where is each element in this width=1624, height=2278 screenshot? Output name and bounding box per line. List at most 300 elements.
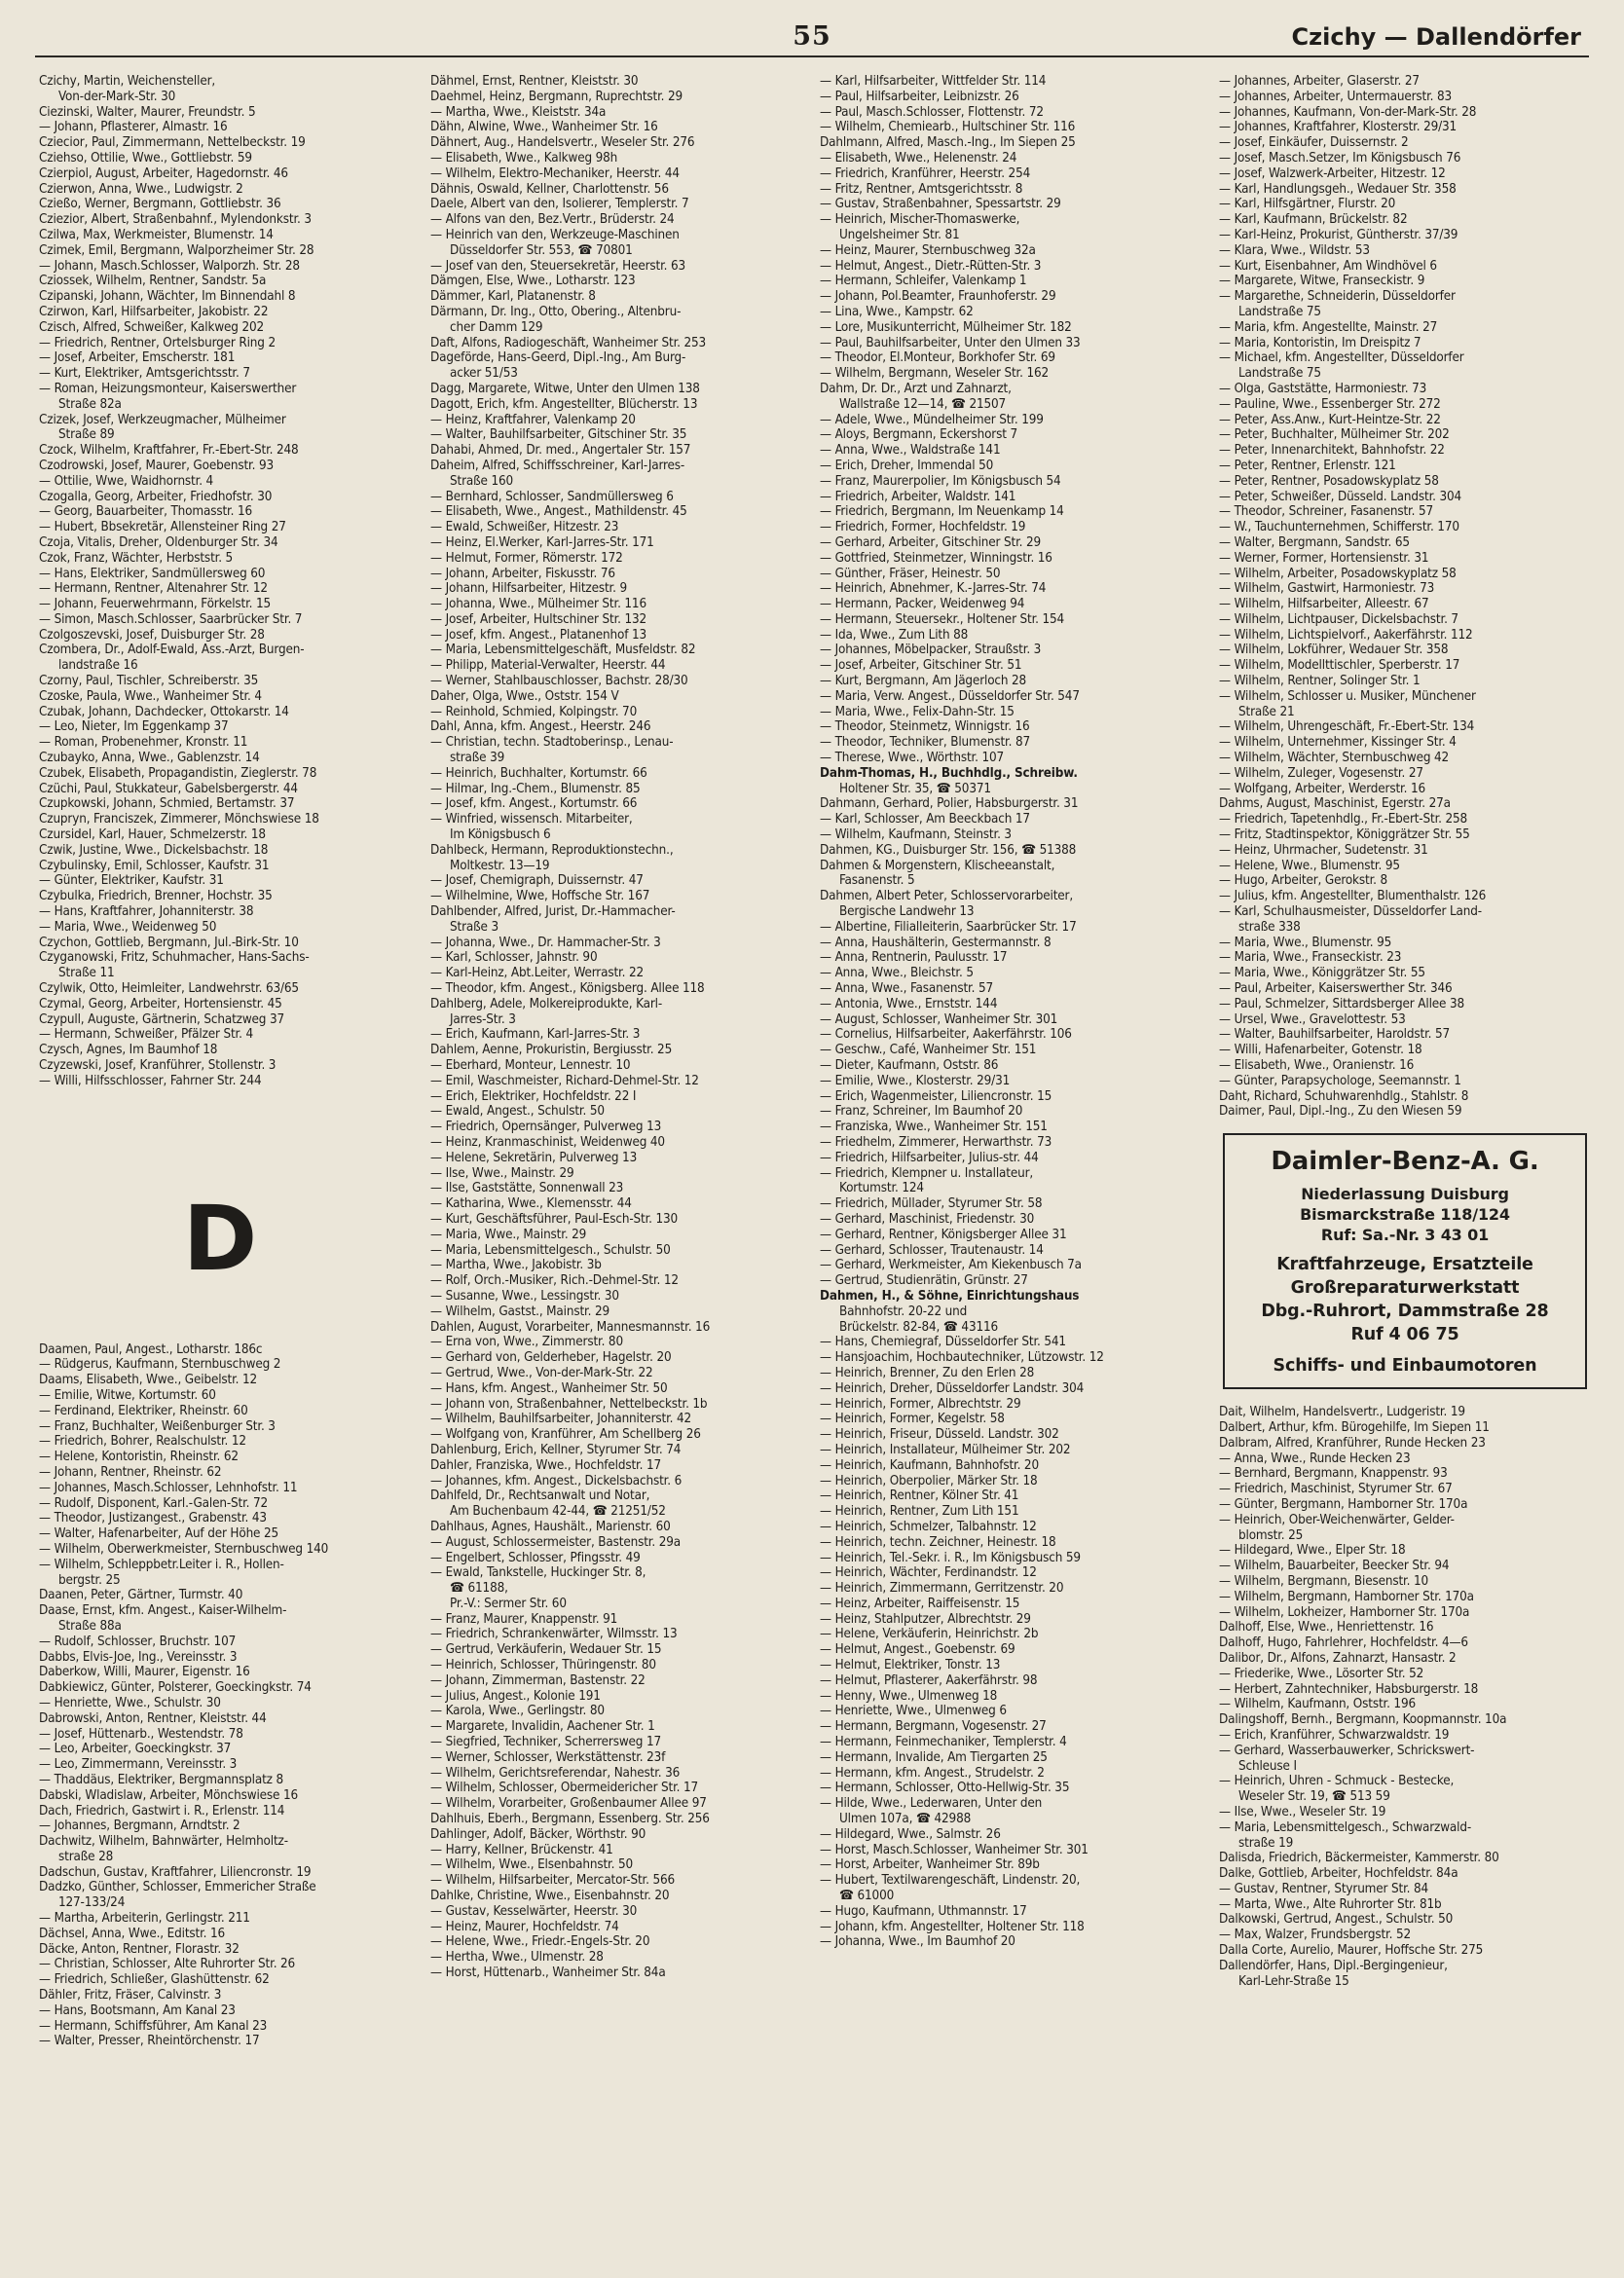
directory-entry: — Wilhelmine, Wwe, Hoffsche Str. 167 (430, 889, 650, 904)
directory-entry: — Wilhelm, Lokheizer, Hamborner Str. 170a (1219, 1604, 1470, 1620)
directory-entry: Czubek, Elisabeth, Propagandistin, Zieglerstr. 78 (39, 765, 317, 781)
directory-entry: — Rüdgerus, Kaufmann, Sternbuschweg 2 (39, 1357, 281, 1373)
directory-entry: — Willi, Hilfsschlosser, Fahrner Str. 244 (39, 1073, 262, 1088)
directory-entry: — Helene, Sekretärin, Pulverweg 13 (430, 1150, 638, 1165)
directory-entry: Dachwitz, Wilhelm, Bahnwärter, Helmholtz- (39, 1834, 288, 1850)
directory-entry: Czybulka, Friedrich, Brenner, Hochstr. 35 (39, 889, 273, 904)
directory-entry: — Theodor, Techniker, Blumenstr. 87 (820, 735, 1031, 751)
directory-entry: Dahlberg, Adele, Molkereiprodukte, Karl- (430, 996, 663, 1011)
directory-entry-continuation: Schleuse I (1238, 1758, 1297, 1774)
directory-entry: — Wolfgang von, Kranführer, Am Schellberg 26 (430, 1427, 701, 1443)
column-3 (820, 74, 1198, 1950)
directory-entry: — Wilhelm, Bergmann, Weseler Str. 162 (820, 366, 1050, 382)
directory-entry: — Maria, kfm. Angestellte, Mainstr. 27 (1219, 319, 1438, 335)
directory-entry: — Ursel, Wwe., Gravelottestr. 53 (1219, 1011, 1406, 1027)
directory-entry-continuation: straße 39 (450, 751, 505, 766)
directory-entry: — Wilhelm, Rentner, Solinger Str. 1 (1219, 674, 1421, 689)
directory-entry: Czimek, Emil, Bergmann, Walporzheimer Str. 28 (39, 242, 314, 258)
directory-entry: — Rudolf, Schlosser, Bruchstr. 107 (39, 1634, 237, 1649)
directory-entry: — Johannes, Arbeiter, Untermauerstr. 83 (1219, 89, 1453, 104)
directory-entry: Czylwik, Otto, Heimleiter, Landwehrstr. 63/65 (39, 981, 299, 997)
directory-entry: — Kurt, Bergmann, Am Jägerloch 28 (820, 674, 1027, 689)
directory-entry: — Erich, Dreher, Immendal 50 (820, 458, 994, 473)
directory-entry: Dahlem, Aenne, Prokuristin, Bergiusstr. 25 (430, 1043, 673, 1058)
directory-entry: — Johannes, Bergmann, Arndtstr. 2 (39, 1819, 240, 1834)
directory-entry: Czirwon, Karl, Hilfsarbeiter, Jakobistr. 22 (39, 304, 269, 319)
directory-entry: — Franziska, Wwe., Wanheimer Str. 151 (820, 1120, 1048, 1135)
directory-entry: Czupryn, Franciszek, Zimmerer, Mönchswiese 18 (39, 812, 319, 827)
directory-entry: — Friedrich, Schrankenwärter, Wilmsstr. 13 (430, 1627, 678, 1642)
directory-entry: Dalhoff, Hugo, Fahrlehrer, Hochfeldstr. 4—6 (1219, 1635, 1468, 1651)
directory-entry: — Anna, Wwe., Fasanenstr. 57 (820, 981, 993, 997)
directory-entry: — Elisabeth, Wwe., Angest., Mathildenstr. 45 (430, 504, 687, 520)
directory-entry: — Peter, Innenarchitekt, Bahnhofstr. 22 (1219, 443, 1445, 459)
directory-entry: — Maria, Wwe., Mainstr. 29 (430, 1227, 587, 1242)
directory-entry: — Reinhold, Schmied, Kolpingstr. 70 (430, 704, 638, 719)
directory-entry: — Johannes, Möbelpacker, Straußstr. 3 (820, 643, 1042, 658)
directory-entry: — Margarete, Witwe, Franseckistr. 9 (1219, 274, 1425, 289)
directory-entry: — Werner, Schlosser, Werkstättenstr. 23f (430, 1749, 666, 1765)
directory-entry: — Leo, Zimmermann, Vereinsstr. 3 (39, 1757, 238, 1773)
directory-entry: — Thaddäus, Elektriker, Bergmannsplatz 8 (39, 1772, 283, 1787)
directory-entry: Daimer, Paul, Dipl.-Ing., Zu den Wiesen 59 (1219, 1104, 1462, 1120)
directory-entry: — Hermann, Schlosser, Otto-Hellwig-Str. 35 (820, 1781, 1070, 1796)
directory-entry: — Maria, Wwe., Felix-Dahn-Str. 15 (820, 704, 1015, 719)
directory-entry: — Marta, Wwe., Alte Ruhrorter Str. 81b (1219, 1896, 1442, 1912)
directory-entry: — Horst, Hüttenarb., Wanheimer Str. 84a (430, 1966, 666, 1981)
advertisement-line: Schiffs- und Einbaumotoren (1273, 1356, 1537, 1377)
advertisement-line: Kraftfahrzeuge, Ersatzteile (1276, 1255, 1533, 1275)
directory-entry-continuation: Brückelstr. 82-84, ☎ 43116 (839, 1319, 998, 1335)
page-header (35, 21, 1589, 60)
directory-entry: — Heinz, Kraftfahrer, Valenkamp 20 (430, 412, 636, 427)
directory-entry: Dalbram, Alfred, Kranführer, Runde Hecken 23 (1219, 1435, 1486, 1451)
directory-entry: — Dieter, Kaufmann, Oststr. 86 (820, 1058, 999, 1073)
directory-entry-continuation: Straße 21 (1238, 704, 1295, 719)
directory-entry: Dagott, Erich, kfm. Angestellter, Blücherstr. 13 (430, 396, 698, 412)
directory-entry: — Wilhelm, Elektro-Mechaniker, Heerstr. 44 (430, 165, 680, 181)
directory-entry: — Günter, Bergmann, Hamborner Str. 170a (1219, 1496, 1468, 1512)
directory-entry: — Elisabeth, Wwe., Helenenstr. 24 (820, 150, 1017, 165)
directory-entry: — Johannes, Masch.Schlosser, Lehnhofstr. 11 (39, 1480, 298, 1495)
directory-entry: — Heinrich, Uhren - Schmuck - Bestecke, (1219, 1774, 1455, 1789)
directory-entry: — Roman, Heizungsmonteur, Kaiserswerther (39, 381, 297, 396)
directory-entry: — Johann von, Straßenbahner, Nettelbeckstr. 1b (430, 1396, 708, 1412)
directory-entry: — Julius, Angest., Kolonie 191 (430, 1688, 601, 1704)
directory-entry: Czupkowski, Johann, Schmied, Bertamstr. 37 (39, 796, 295, 812)
directory-entry: — Ewald, Schweißer, Hitzestr. 23 (430, 520, 619, 535)
directory-entry-continuation: Wallstraße 12—14, ☎ 21507 (839, 396, 1007, 412)
directory-entry: — Helene, Kontoristin, Rheinstr. 62 (39, 1450, 239, 1465)
directory-entry: — Maria, Verw. Angest., Düsseldorfer Str. 547 (820, 688, 1080, 704)
directory-entry: — Gerhard, Werkmeister, Am Kiekenbusch 7a (820, 1258, 1082, 1273)
directory-entry: Dabrowski, Anton, Rentner, Kleiststr. 44 (39, 1710, 267, 1726)
directory-entry: — Paul, Hilfsarbeiter, Leibnizstr. 26 (820, 89, 1019, 104)
directory-entry: — Wilhelm, Hilfsarbeiter, Alleestr. 67 (1219, 597, 1429, 612)
directory-entry: Czoja, Vitalis, Dreher, Oldenburger Str. 34 (39, 534, 278, 550)
advertisement-line: Großreparaturwerkstatt (1290, 1278, 1520, 1299)
directory-entry: — Johanna, Wwe., Dr. Hammacher-Str. 3 (430, 935, 661, 950)
directory-entry: — Henriette, Wwe., Schulstr. 30 (39, 1695, 221, 1710)
directory-entry-continuation: Straße 11 (58, 966, 115, 981)
directory-entry: — Leo, Nieter, Im Eggenkamp 37 (39, 719, 229, 735)
directory-entry: — Hans, Elektriker, Sandmüllersweg 60 (39, 566, 266, 581)
directory-entry: — Karl, Schlosser, Jahnstr. 90 (430, 950, 598, 966)
directory-entry: — Wilhelm, Lichtspielvorf., Aakerfährstr. 112 (1219, 627, 1473, 643)
directory-entry: — Ilse, Gaststätte, Sonnenwall 23 (430, 1181, 624, 1196)
directory-entry: Dahmen, KG., Duisburger Str. 156, ☎ 51388 (820, 842, 1077, 858)
directory-entry: Dahlmann, Alfred, Masch.-Ing., Im Siepen 25 (820, 135, 1076, 151)
directory-entry: — Heinz, Arbeiter, Raiffeisenstr. 15 (820, 1596, 1020, 1611)
directory-entry: — Friedhelm, Zimmerer, Herwarthstr. 73 (820, 1134, 1052, 1150)
directory-entry: — Heinrich, Former, Kegelstr. 58 (820, 1412, 1005, 1427)
directory-entry-continuation: Ulmen 107a, ☎ 42988 (839, 1812, 972, 1827)
directory-entry: — Erich, Kranführer, Schwarzwaldstr. 19 (1219, 1727, 1450, 1743)
advertisement-line: Ruf 4 06 75 (1350, 1325, 1459, 1345)
directory-entry: Dahlfeld, Dr., Rechtsanwalt und Notar, (430, 1488, 650, 1504)
directory-entry: — Werner, Former, Hortensienstr. 31 (1219, 550, 1429, 566)
directory-entry: — Emilie, Witwe, Kortumstr. 60 (39, 1387, 216, 1403)
directory-entry: — Günter, Elektriker, Kaufstr. 31 (39, 873, 224, 889)
directory-entry-continuation: Straße 88a (58, 1618, 122, 1634)
directory-entry: Czogalla, Georg, Arbeiter, Friedhofstr. 30 (39, 489, 273, 504)
directory-entry: Czybulinsky, Emil, Schlosser, Kaufstr. 31 (39, 858, 270, 873)
directory-entry: — Josef van den, Steuersekretär, Heerstr. 63 (430, 258, 686, 274)
directory-entry: — Friedrich, Schließer, Glashüttenstr. 62 (39, 1972, 270, 1988)
directory-entry: — Eberhard, Monteur, Lennestr. 10 (430, 1058, 631, 1073)
directory-entry: — Wilhelm, Lichtpauser, Dickelsbachstr. 7 (1219, 611, 1458, 627)
directory-entry: — Walter, Bauhilfsarbeiter, Haroldstr. 57 (1219, 1027, 1451, 1043)
directory-entry: — Karl, Schulhausmeister, Düsseldorfer Land- (1219, 904, 1482, 920)
directory-entry: — Gertrud, Verkäuferin, Wedauer Str. 15 (430, 1642, 662, 1658)
directory-entry: Dadschun, Gustav, Kraftfahrer, Liliencronstr. 19 (39, 1864, 312, 1880)
directory-entry: — Heinrich, Installateur, Mülheimer Str. 202 (820, 1442, 1071, 1457)
directory-entry: Dalla Corte, Aurelio, Maurer, Hoffsche Str. 275 (1219, 1943, 1484, 1959)
directory-entry: — Adele, Wwe., Mündelheimer Str. 199 (820, 412, 1044, 427)
directory-entry: Czolgoszevski, Josef, Duisburger Str. 28 (39, 627, 265, 643)
directory-entry: — Friedrich, Tapetenhdlg., Fr.-Ebert-Str. 258 (1219, 812, 1468, 827)
directory-entry: Cziecior, Paul, Zimmermann, Nettelbeckstr. 19 (39, 135, 306, 151)
directory-entry: Därmann, Dr. Ing., Otto, Obering., Altenbru- (430, 304, 682, 319)
directory-entry: — Henny, Wwe., Ulmenweg 18 (820, 1688, 998, 1704)
directory-entry: — Hermann, kfm. Angest., Strudelstr. 2 (820, 1765, 1045, 1781)
directory-entry: — Anna, Wwe., Bleichstr. 5 (820, 966, 974, 981)
directory-entry-continuation: 127-133/24 (58, 1895, 126, 1911)
directory-entry-continuation: bergstr. 25 (58, 1572, 121, 1588)
directory-entry: — Herbert, Zahntechniker, Habsburgerstr. 18 (1219, 1681, 1479, 1697)
directory-entry: — Simon, Masch.Schlosser, Saarbrücker Str. 7 (39, 611, 303, 627)
directory-entry-continuation: Moltkestr. 13—19 (450, 858, 550, 873)
directory-entry: — Geschw., Café, Wanheimer Str. 151 (820, 1043, 1037, 1058)
directory-entry: Cziehso, Ottilie, Wwe., Gottliebstr. 59 (39, 150, 252, 165)
directory-entry: — Gerhard, Rentner, Königsberger Allee 31 (820, 1227, 1067, 1242)
directory-entry: — Helmut, Angest., Dietr.-Rütten-Str. 3 (820, 258, 1042, 274)
directory-entry: — Friedrich, Bohrer, Realschulstr. 12 (39, 1434, 246, 1450)
directory-entry: — Wilhelm, Zuleger, Vogesenstr. 27 (1219, 765, 1423, 781)
directory-entry: Dämmer, Karl, Platanenstr. 8 (430, 289, 596, 305)
directory-entry: — Hermann, Bergmann, Vogesenstr. 27 (820, 1719, 1047, 1735)
directory-entry: — Willi, Hafenarbeiter, Gotenstr. 18 (1219, 1043, 1422, 1058)
directory-entry: — Georg, Bauarbeiter, Thomasstr. 16 (39, 504, 252, 520)
directory-entry: — Heinrich, Oberpolier, Märker Str. 18 (820, 1473, 1038, 1488)
directory-entry-continuation: Weseler Str. 19, ☎ 513 59 (1238, 1789, 1390, 1805)
directory-entry: — Josef, Einkäufer, Duissernstr. 2 (1219, 135, 1409, 151)
directory-entry: — Heinrich, Former, Albrechtstr. 29 (820, 1396, 1021, 1412)
directory-entry: — Therese, Wwe., Wörthstr. 107 (820, 751, 1005, 766)
advertisement-line: Niederlassung Duisburg (1301, 1185, 1509, 1204)
directory-entry: Dahler, Franziska, Wwe., Hochfeldstr. 17 (430, 1457, 661, 1473)
directory-entry: — Hermann, Schiffsführer, Am Kanal 23 (39, 2018, 268, 2034)
directory-entry: — Johannes, Kaufmann, Von-der-Mark-Str. 28 (1219, 104, 1477, 120)
directory-entry: Däcke, Anton, Rentner, Florastr. 32 (39, 1941, 240, 1957)
directory-entry: Dalke, Gottlieb, Arbeiter, Hochfeldstr. 84a (1219, 1866, 1458, 1882)
advertisement-box (1223, 1133, 1587, 1389)
section-letter: D (182, 1186, 258, 1291)
directory-entry: — Johann, Hilfsarbeiter, Hitzestr. 9 (430, 581, 627, 597)
directory-entry: — Wilhelm, Kaufmann, Steinstr. 3 (820, 827, 1012, 843)
directory-entry: — Paul, Arbeiter, Kaiserswerther Str. 346 (1219, 981, 1453, 997)
directory-entry: — Wilhelm, Oberwerkmeister, Sternbuschweg 140 (39, 1541, 329, 1557)
directory-entry: — Heinrich, Dreher, Düsseldorfer Landstr. 304 (820, 1380, 1085, 1396)
directory-entry: Dabkiewicz, Günter, Polsterer, Goeckingkstr. 74 (39, 1680, 312, 1696)
directory-entry: Dahms, August, Maschinist, Egerstr. 27a (1219, 796, 1451, 812)
page-number: 55 (793, 21, 831, 52)
directory-entry: Czodrowski, Josef, Maurer, Goebenstr. 93 (39, 458, 274, 473)
directory-entry: — Heinrich, Schmelzer, Talbahnstr. 12 (820, 1519, 1037, 1534)
directory-entry: Czwik, Justine, Wwe., Dickelsbachstr. 18 (39, 842, 269, 858)
directory-entry: — Wilhelm, Wächter, Sternbuschweg 42 (1219, 751, 1450, 766)
directory-entry: — Heinrich, Rentner, Zum Lith 151 (820, 1504, 1019, 1520)
directory-entry: Dähnert, Aug., Handelsvertr., Weseler Str. 276 (430, 135, 695, 151)
directory-entry-continuation: Von-der-Mark-Str. 30 (58, 89, 176, 104)
directory-entry: — Josef, Masch.Setzer, Im Königsbusch 76 (1219, 150, 1461, 165)
directory-entry: — Josef, kfm. Angest., Kortumstr. 66 (430, 796, 638, 812)
directory-entry: — Paul, Bauhilfsarbeiter, Unter den Ulmen 33 (820, 335, 1081, 350)
directory-entry: — Heinz, Maurer, Sternbuschweg 32a (820, 242, 1036, 258)
directory-entry: — Johann, Pol.Beamter, Fraunhoferstr. 29 (820, 289, 1056, 305)
directory-entry: Czyganowski, Fritz, Schuhmacher, Hans-Sachs- (39, 950, 310, 966)
directory-entry: Dallendörfer, Hans, Dipl.-Bergingenieur, (1219, 1958, 1448, 1973)
directory-entry-continuation: Ungelsheimer Str. 81 (839, 227, 960, 242)
directory-entry: — Franz, Maurerpolier, Im Königsbusch 54 (820, 473, 1061, 489)
directory-entry: — Peter, Ass.Anw., Kurt-Heintze-Str. 22 (1219, 412, 1441, 427)
directory-entry: — Hilmar, Ing.-Chem., Blumenstr. 85 (430, 781, 641, 796)
directory-entry: Dabbs, Elvis-Joe, Ing., Vereinsstr. 3 (39, 1649, 238, 1665)
directory-entry: — Engelbert, Schlosser, Pfingsstr. 49 (430, 1550, 641, 1565)
directory-entry: — Elisabeth, Wwe., Kalkweg 98h (430, 150, 618, 165)
directory-entry: Daele, Albert van den, Isolierer, Templerstr. 7 (430, 197, 689, 212)
directory-entry-continuation: straße 19 (1238, 1835, 1294, 1851)
directory-entry: — Johann, Masch.Schlosser, Walporzh. Str. 28 (39, 258, 300, 274)
directory-entry: Dalisda, Friedrich, Bäckermeister, Kammerstr. 80 (1219, 1851, 1499, 1866)
directory-entry: — Kurt, Geschäftsführer, Paul-Esch-Str. 130 (430, 1211, 679, 1227)
directory-entry: — Erna von, Wwe., Zimmerstr. 80 (430, 1335, 623, 1350)
directory-entry: — Friederike, Wwe., Lösorter Str. 52 (1219, 1666, 1424, 1681)
directory-entry: Dalbert, Arthur, kfm. Bürogehilfe, Im Siepen 11 (1219, 1419, 1490, 1435)
directory-entry: — Susanne, Wwe., Lessingstr. 30 (430, 1288, 619, 1304)
directory-entry: — Johanna, Wwe., Im Baumhof 20 (820, 1934, 1015, 1950)
directory-entry: Cziossek, Wilhelm, Rentner, Sandstr. 5a (39, 274, 267, 289)
directory-entry: Czisch, Alfred, Schweißer, Kalkweg 202 (39, 319, 264, 335)
directory-entry: — Peter, Rentner, Posadowskyplatz 58 (1219, 473, 1439, 489)
directory-entry-continuation: Pr.-V.: Sermer Str. 60 (450, 1596, 567, 1611)
directory-entry: Dadzko, Günther, Schlosser, Emmericher Straße (39, 1880, 316, 1895)
directory-entry: — Heinz, Kranmaschinist, Weidenweg 40 (430, 1134, 665, 1150)
directory-entry: — Heinz, El.Werker, Karl-Jarres-Str. 171 (430, 534, 654, 550)
directory-entry: — Wilhelm, Modellttischler, Sperberstr. 17 (1219, 658, 1460, 674)
directory-entry: — Pauline, Wwe., Essenberger Str. 272 (1219, 396, 1441, 412)
directory-entry: — Johanna, Wwe., Mülheimer Str. 116 (430, 597, 646, 612)
directory-entry: — Josef, Arbeiter, Hultschiner Str. 132 (430, 611, 647, 627)
directory-entry: — Anna, Rentnerin, Paulusstr. 17 (820, 950, 1008, 966)
directory-entry: — Heinz, Stahlputzer, Albrechtstr. 29 (820, 1611, 1031, 1627)
directory-entry-continuation: Landstraße 75 (1238, 366, 1321, 382)
directory-entry-continuation: Straße 160 (450, 473, 514, 489)
directory-entry: Czok, Franz, Wächter, Herbststr. 5 (39, 550, 234, 566)
directory-entry: — Hildegard, Wwe., Salmstr. 26 (820, 1826, 1001, 1842)
directory-entry: Dämgen, Else, Wwe., Lotharstr. 123 (430, 274, 636, 289)
column-4 (1219, 74, 1589, 1989)
directory-entry: — Johann, Arbeiter, Fiskusstr. 76 (430, 566, 615, 581)
directory-entry-continuation: Karl-Lehr-Straße 15 (1238, 1973, 1349, 1989)
directory-entry: — Maria, Lebensmittelgesch., Schulstr. 50 (430, 1242, 671, 1258)
directory-entry: — Klara, Wwe., Wildstr. 53 (1219, 242, 1370, 258)
directory-entry: — Olga, Gaststätte, Harmoniestr. 73 (1219, 381, 1427, 396)
directory-entry: — Josef, Walzwerk-Arbeiter, Hitzestr. 12 (1219, 165, 1446, 181)
directory-entry: — Wilhelm, Schleppbetr.Leiter i. R., Hollen- (39, 1557, 284, 1572)
directory-entry: — Anna, Wwe., Waldstraße 141 (820, 443, 1001, 459)
directory-entry: Dahlbender, Alfred, Jurist, Dr.-Hammacher- (430, 904, 676, 920)
directory-entry: — Heinrich, Zimmermann, Gerritzenstr. 20 (820, 1581, 1064, 1597)
directory-entry: Czock, Wilhelm, Kraftfahrer, Fr.-Ebert-Str. 248 (39, 443, 299, 459)
directory-entry: — Heinrich van den, Werkzeuge-Maschinen (430, 227, 680, 242)
directory-entry: — Anna, Wwe., Runde Hecken 23 (1219, 1451, 1411, 1466)
directory-entry: — Friedrich, Former, Hochfeldstr. 19 (820, 520, 1026, 535)
directory-entry: — Albertine, Filialleiterin, Saarbrücker Str. 17 (820, 919, 1077, 935)
directory-entry: Dagg, Margarete, Witwe, Unter den Ulmen 138 (430, 381, 700, 396)
directory-entry: — Ilse, Wwe., Mainstr. 29 (430, 1165, 574, 1181)
directory-entry: — Heinrich, Tel.-Sekr. i. R., Im Königsbusch 59 (820, 1550, 1081, 1565)
directory-entry: — Gerhard von, Gelderheber, Hagelstr. 20 (430, 1350, 672, 1366)
directory-entry: — Wilhelm, Bauhilfsarbeiter, Johanniterstr. 42 (430, 1412, 692, 1427)
directory-entry: Dalingshoff, Bernh., Bergmann, Koopmannstr. 10a (1219, 1712, 1507, 1728)
directory-entry: — Wilhelm, Gastst., Mainstr. 29 (430, 1304, 609, 1319)
directory-entry: — Martha, Arbeiterin, Gerlingstr. 211 (39, 1911, 250, 1927)
directory-entry: — Günter, Parapsychologe, Seemannstr. 1 (1219, 1073, 1461, 1088)
directory-entry-continuation: straße 28 (58, 1849, 114, 1864)
directory-entry: Czymal, Georg, Arbeiter, Hortensienstr. 45 (39, 996, 282, 1011)
directory-entry: — Hugo, Arbeiter, Gerokstr. 8 (1219, 873, 1388, 889)
directory-entry-continuation: Bergische Landwehr 13 (839, 904, 975, 920)
directory-entry: Czysch, Agnes, Im Baumhof 18 (39, 1043, 218, 1058)
directory-entry: Dähn, Alwine, Wwe., Wanheimer Str. 16 (430, 120, 658, 135)
column-2 (430, 74, 800, 1981)
directory-entry-continuation: landstraße 16 (58, 658, 138, 674)
directory-entry: — Friedrich, Müllader, Styrumer Str. 58 (820, 1196, 1043, 1212)
directory-entry: — Margarethe, Schneiderin, Düsseldorfer (1219, 289, 1456, 305)
column-1 (39, 74, 401, 2049)
directory-entry: Daehmel, Heinz, Bergmann, Ruprechtstr. 29 (430, 89, 683, 104)
directory-entry: — Ilse, Wwe., Weseler Str. 19 (1219, 1804, 1386, 1819)
directory-entry: — Johannes, Kraftfahrer, Klosterstr. 29/31 (1219, 120, 1458, 135)
directory-entry: Dahlinger, Adolf, Bäcker, Wörthstr. 90 (430, 1826, 646, 1842)
directory-entry: — Walter, Presser, Rheintörchenstr. 17 (39, 2034, 260, 2049)
directory-entry: — Rolf, Orch.-Musiker, Rich.-Dehmel-Str. 12 (430, 1273, 679, 1289)
directory-entry: — Johann, Rentner, Rheinstr. 62 (39, 1464, 222, 1480)
directory-entry: — Johannes, kfm. Angest., Dickelsbachstr. 6 (430, 1473, 683, 1488)
directory-entry: — Heinrich, techn. Zeichner, Heinestr. 18 (820, 1534, 1056, 1550)
directory-entry-continuation: cher Damm 129 (450, 319, 543, 335)
directory-entry-continuation: ☎ 61000 (839, 1889, 895, 1904)
directory-entry: — Theodor, kfm. Angest., Königsberg. Allee 118 (430, 981, 705, 997)
directory-entry-continuation: Straße 89 (58, 427, 115, 443)
directory-entry: Czombera, Dr., Adolf-Ewald, Ass.-Arzt, Burgen- (39, 643, 305, 658)
advertisement-line: Ruf: Sa.-Nr. 3 43 01 (1320, 1226, 1490, 1245)
directory-entry: Dach, Friedrich, Gastwirt i. R., Erlenstr. 114 (39, 1803, 285, 1819)
directory-entry: — Hermann, Packer, Weidenweg 94 (820, 597, 1025, 612)
directory-entry: — Wolfgang, Arbeiter, Werderstr. 16 (1219, 781, 1425, 796)
directory-entry: — Heinrich, Brenner, Zu den Erlen 28 (820, 1365, 1035, 1380)
directory-entry: — Heinrich, Schlosser, Thüringenstr. 80 (430, 1658, 656, 1673)
directory-entry-continuation: Straße 82a (58, 396, 122, 412)
directory-entry: — Theodor, Steinmetz, Winnigstr. 16 (820, 719, 1030, 735)
directory-entry: — Peter, Rentner, Erlenstr. 121 (1219, 458, 1396, 473)
directory-entry: Czierpiol, August, Arbeiter, Hagedornstr. 46 (39, 165, 288, 181)
directory-entry: Dalkowski, Gertrud, Angest., Schulstr. 50 (1219, 1912, 1454, 1928)
directory-entry: Czubayko, Anna, Wwe., Gablenzstr. 14 (39, 751, 260, 766)
directory-entry: — Maria, Lebensmittelgesch., Schwarzwald- (1219, 1819, 1472, 1835)
directory-entry: — Hubert, Bbsekretär, Allensteiner Ring 27 (39, 520, 286, 535)
directory-entry: — Heinrich, Buchhalter, Kortumstr. 66 (430, 765, 647, 781)
directory-entry: — Hildegard, Wwe., Elper Str. 18 (1219, 1543, 1406, 1559)
directory-entry: — Paul, Schmelzer, Sittardsberger Allee 38 (1219, 996, 1464, 1011)
directory-entry-continuation: Holtener Str. 35, ☎ 50371 (839, 781, 991, 796)
directory-entry: — Paul, Masch.Schlosser, Flottenstr. 72 (820, 104, 1044, 120)
directory-entry: Dahmen, H., & Söhne, Einrichtungshaus (820, 1288, 1080, 1304)
directory-entry: Daht, Richard, Schuhwarenhdlg., Stahlstr. 8 (1219, 1088, 1469, 1104)
directory-entry-continuation: blomstr. 25 (1238, 1527, 1304, 1543)
directory-entry: — Hans, Kraftfahrer, Johanniterstr. 38 (39, 904, 254, 920)
directory-entry: Dahlhaus, Agnes, Haushält., Marienstr. 60 (430, 1519, 671, 1534)
directory-entry: Cziezior, Albert, Straßenbahnf., Mylendonkstr. 3 (39, 212, 312, 228)
directory-entry-continuation: Im Königsbusch 6 (450, 827, 551, 843)
directory-entry: Daheim, Alfred, Schiffsschreiner, Karl-Jarres- (430, 458, 685, 473)
directory-entry: — Johann, Zimmerman, Bastenstr. 22 (430, 1672, 646, 1688)
directory-entry: — Werner, Stahlbauschlosser, Bachstr. 28/30 (430, 674, 688, 689)
directory-entry: Czizek, Josef, Werkzeugmacher, Mülheimer (39, 412, 286, 427)
directory-entry: Dahmen, Albert Peter, Schlosservorarbeiter, (820, 889, 1074, 904)
directory-entry: — Katharina, Wwe., Klemensstr. 44 (430, 1196, 632, 1212)
advertisement-title: Daimler-Benz-A. G. (1271, 1147, 1539, 1177)
directory-entry: — Hubert, Textilwarengeschäft, Lindenstr. 20, (820, 1873, 1081, 1889)
directory-entry: — Ewald, Angest., Schulstr. 50 (430, 1104, 605, 1120)
directory-entry: Ciezinski, Walter, Maurer, Freundstr. 5 (39, 104, 256, 120)
directory-entry: — Christian, Schlosser, Alte Ruhrorter Str. 26 (39, 1957, 296, 1972)
directory-entry: Dahlke, Christine, Wwe., Eisenbahnstr. 20 (430, 1889, 670, 1904)
directory-entry: — Ottilie, Wwe, Waidhornstr. 4 (39, 473, 214, 489)
directory-entry: Dahm, Dr. Dr., Arzt und Zahnarzt, (820, 381, 1012, 396)
directory-entry: Dahlhuis, Eberh., Bergmann, Essenberg. Str. 256 (430, 1812, 710, 1827)
directory-entry: — Karl, Schlosser, Am Beeckbach 17 (820, 812, 1030, 827)
directory-entry-continuation: Düsseldorfer Str. 553, ☎ 70801 (450, 242, 633, 258)
directory-entry: — Margarete, Invalidin, Aachener Str. 1 (430, 1719, 655, 1735)
directory-entry: — Wilhelm, Unternehmer, Kissinger Str. 4 (1219, 735, 1457, 751)
directory-entry-continuation: Fasanenstr. 5 (839, 873, 915, 889)
directory-entry: — Helene, Verkäuferin, Heinrichstr. 2b (820, 1627, 1039, 1642)
directory-entry: — Harry, Kellner, Brückenstr. 41 (430, 1842, 613, 1857)
directory-entry: — Alfons van den, Bez.Vertr., Brüderstr. 24 (430, 212, 675, 228)
directory-entry: — Franz, Schreiner, Im Baumhof 20 (820, 1104, 1023, 1120)
